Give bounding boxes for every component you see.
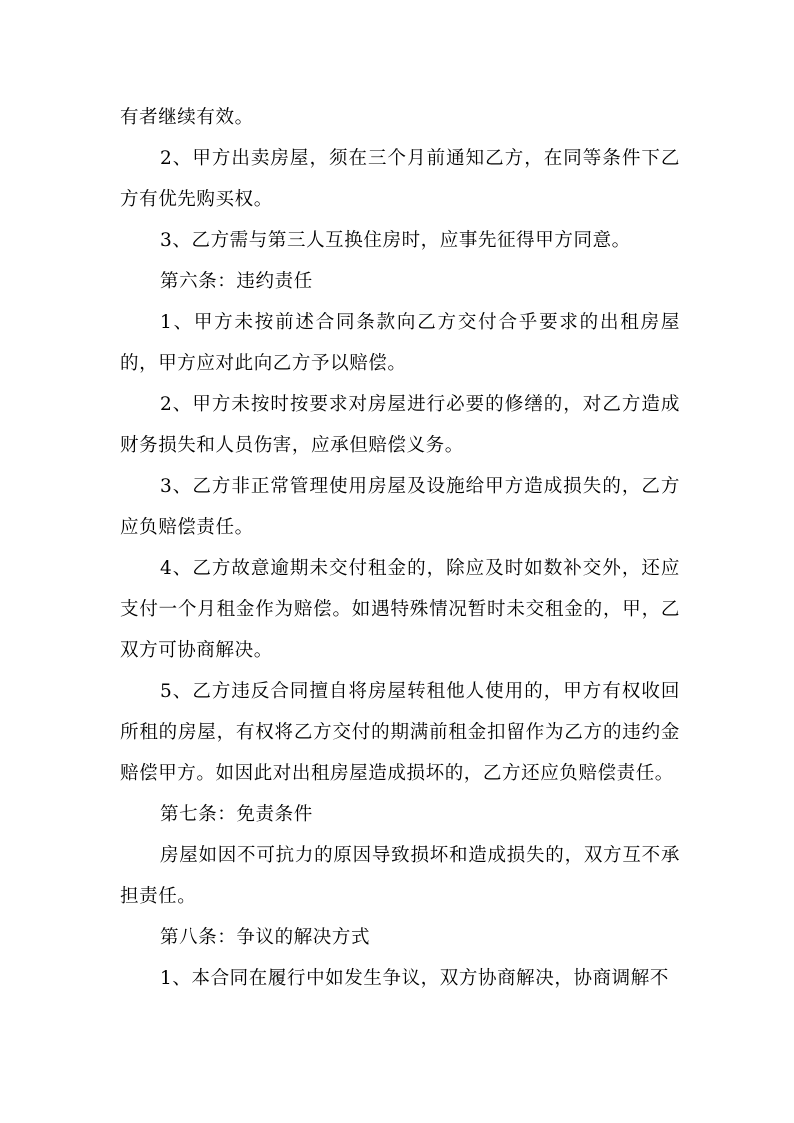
paragraph-clause-5-3: 3、乙方需与第三人互换住房时，应事先征得甲方同意。 [160, 230, 631, 251]
section-heading-article-7: 第七条：免责条件 [160, 804, 313, 825]
paragraph-clause-8-1: 1、本合同在履行中如发生争议，双方协商解决，协商调解不 [160, 968, 669, 989]
paragraph-clause-6-1: 1、甲方未按前述合同条款向乙方交付合乎要求的出租房屋的，甲方应对此向乙方予以赔偿。 [120, 312, 680, 374]
paragraph-clause-6-3: 3、乙方非正常管理使用房屋及设施给甲方造成损失的，乙方应负赔偿责任。 [120, 476, 680, 538]
paragraph-clause-6-4: 4、乙方故意逾期未交付租金的，除应及时如数补交外，还应支付一个月租金作为赔偿。如遇特殊情况暂时未交租金的，甲，乙双方可协商解决。 [120, 558, 680, 661]
section-heading-article-8: 第八条：争议的解决方式 [160, 927, 371, 948]
paragraph-continuation: 有者继续有效。 [120, 107, 254, 128]
paragraph-clause-6-5: 5、乙方违反合同擅自将房屋转租他人使用的，甲方有权收回所租的房屋，有权将乙方交付的期满前租金扣留作为乙方的违约金赔偿甲方。如因此对出租房屋造成损坏的，乙方还应负赔偿责任。 [120, 681, 680, 784]
paragraph-clause-6-2: 2、甲方未按时按要求对房屋进行必要的修缮的，对乙方造成财务损失和人员伤害，应承但赔偿义务。 [120, 394, 680, 456]
paragraph-clause-5-2: 2、甲方出卖房屋，须在三个月前通知乙方，在同等条件下乙方有优先购买权。 [120, 148, 680, 210]
paragraph-article-7-body: 房屋如因不可抗力的原因导致损坏和造成损失的，双方互不承担责任。 [120, 845, 680, 907]
section-heading-article-6: 第六条：违约责任 [160, 271, 313, 292]
